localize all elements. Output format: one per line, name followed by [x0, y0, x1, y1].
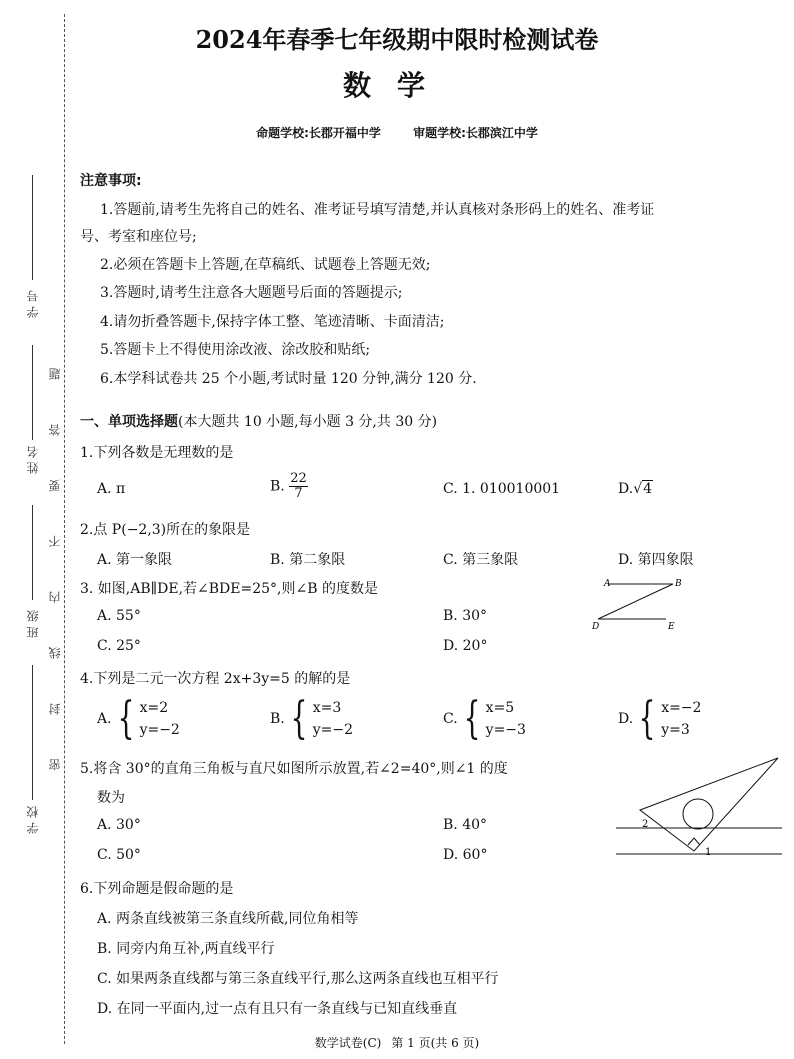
radicand: 4 [643, 481, 653, 497]
right-angle-mark [688, 838, 700, 845]
q4-option-d: D. { x=−2 y=3 [618, 693, 702, 744]
q2-option-d: D. 第四象限 [618, 552, 694, 568]
school-blank [32, 665, 33, 800]
proposer-school: 命题学校:长郡开福中学 [256, 126, 381, 140]
label-b: B [675, 579, 682, 589]
q3-option-a: A. 55° [97, 608, 141, 624]
note-2: 2.必须在答题卡上答题,在草稿纸、试题卷上答题无效; [100, 257, 431, 273]
name-label: 姓 名 [26, 446, 40, 474]
q6-option-a: A. 两条直线被第三条直线所截,同位角相等 [97, 911, 359, 927]
q3-option-b: B. 30° [443, 608, 488, 624]
subject-title: 数学 [342, 69, 451, 102]
angle-2-label: 2 [642, 819, 649, 830]
q1-option-d: D.√4 [618, 481, 653, 497]
note-4: 4.请勿折叠答题卡,保持字体工整、笔迹清晰、卡面清洁; [100, 314, 445, 330]
q6-stem: 6.下列命题是假命题的是 [80, 881, 234, 897]
exam-title: 2024年春季七年级期中限时检测试卷 [195, 25, 599, 54]
q4-option-c: C. { x=5 y=−3 [443, 693, 526, 744]
q1-stem: 1.下列各数是无理数的是 [80, 445, 234, 461]
reviewer-school: 审题学校:长郡滨江中学 [413, 126, 538, 140]
note-5: 5.答题卡上不得使用涂改液、涂改胶和贴纸; [100, 342, 371, 358]
school-info [0, 124, 794, 141]
seal-line [64, 14, 65, 1044]
q5-option-b: B. 40° [443, 817, 488, 833]
q5-option-a: A. 30° [97, 817, 141, 833]
q6-option-b: B. 同旁内角互补,两直线平行 [97, 941, 275, 957]
note-1-cont: 号、考室和座位号; [80, 229, 197, 245]
q3-stem: 3. 如图,AB∥DE,若∠BDE=25°,则∠B 的度数是 [80, 581, 378, 597]
student-number-label: 学 号 [26, 290, 40, 318]
q2-stem: 2.点 P(−2,3)所在的象限是 [80, 522, 251, 538]
section-desc: (本大题共 10 小题,每小题 3 分,共 30 分) [178, 414, 438, 430]
angle-1-label: 1 [705, 847, 712, 858]
q3-option-d: D. 20° [443, 638, 488, 654]
q2-option-b: B. 第二象限 [270, 552, 346, 568]
fraction: $\frac{22}{7}$ [290, 471, 307, 501]
page-footer [0, 1034, 794, 1051]
label-e: E [668, 622, 675, 632]
footer-page: 第 1 页(共 6 页) [391, 1036, 480, 1050]
student-number-blank [32, 175, 33, 280]
name-blank [32, 345, 33, 440]
q1-option-a: A. π [97, 481, 126, 497]
triangle-hole [683, 799, 713, 829]
q2-option-a: A. 第一象限 [97, 552, 173, 568]
class-blank [32, 505, 33, 600]
section-title: 一、单项选择题 [80, 414, 178, 430]
q5-option-d: D. 60° [443, 847, 488, 863]
school-label: 学 校 [26, 806, 40, 834]
q5-figure [612, 752, 788, 864]
q1-option-c: C. 1. 010010001 [443, 481, 561, 497]
section-heading [80, 411, 437, 431]
note-3: 3.答题时,请考生注意各大题题号后面的答题提示; [100, 285, 403, 301]
note-6: 6.本学科试卷共 25 个小题,考试时量 120 分钟,满分 120 分. [100, 371, 477, 387]
q1-option-b: B. $\frac{22}{7}$ [270, 471, 307, 501]
footer-subject: 数学试卷(C) [314, 1036, 382, 1050]
q5-stem-line2: 数为 [97, 790, 125, 806]
q3-figure [588, 574, 688, 634]
q4-option-b: B. { x=3 y=−2 [270, 693, 354, 744]
q4-option-a: A. { x=2 y=−2 [97, 693, 180, 744]
class-label: 班 级 [26, 610, 40, 638]
q6-option-c: C. 如果两条直线都与第三条直线平行,那么这两条直线也互相平行 [97, 971, 499, 987]
no-answer-warning: 密 封 线 内 不 要 答 题 [48, 348, 62, 771]
q5-option-c: C. 50° [97, 847, 141, 863]
q5-stem-line1: 5.将含 30°的直角三角板与直尺如图所示放置,若∠2=40°,则∠1 的度 [80, 761, 508, 777]
line-bd [598, 584, 673, 619]
q2-option-c: C. 第三象限 [443, 552, 519, 568]
notes-heading: 注意事项: [80, 173, 142, 189]
note-1: 1.答题前,请考生先将自己的姓名、准考证号填写清楚,并认真核对条形码上的姓名、准考证 [100, 202, 655, 218]
q6-option-d: D. 在同一平面内,过一点有且只有一条直线与已知直线垂直 [97, 1001, 458, 1017]
label-a: A [604, 579, 611, 589]
q3-option-c: C. 25° [97, 638, 141, 654]
q4-stem: 4.下列是二元一次方程 2x+3y=5 的解的是 [80, 671, 351, 687]
label-d: D [592, 622, 600, 632]
